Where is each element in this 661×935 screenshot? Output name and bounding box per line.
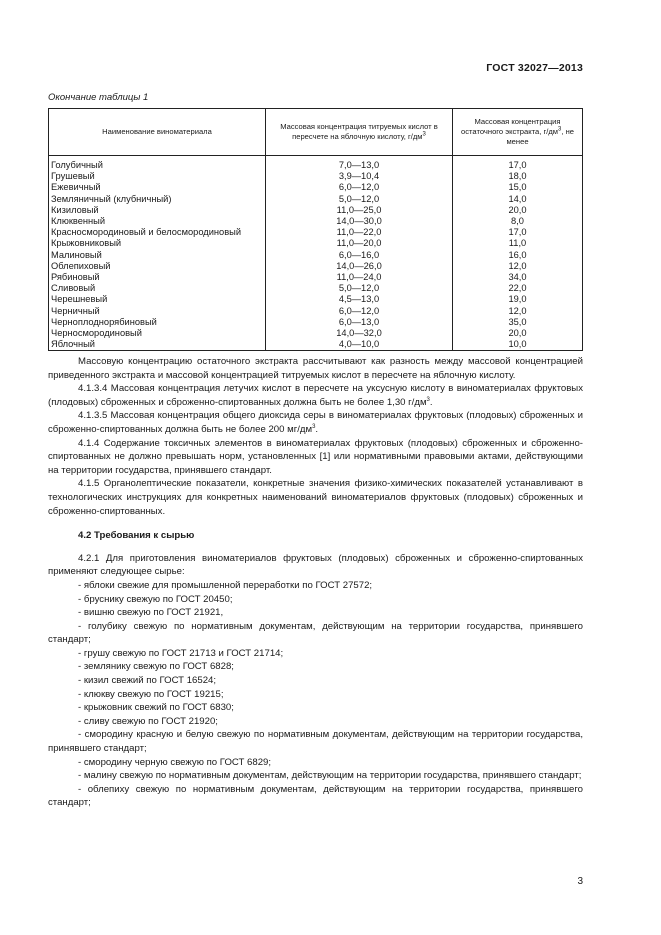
cell-extract-min: 19,0 [453,294,583,305]
list-item: - кизил свежий по ГОСТ 16524; [78,675,217,687]
cell-acid-range: 4,0—10,0 [266,339,453,351]
cell-acid-range: 6,0—12,0 [266,305,453,316]
table-row [49,216,583,227]
cell-wine-name: Сливовый [49,283,266,294]
cell-acid-range: 14,0—32,0 [266,328,453,339]
cell-wine-name: Черничный [49,305,266,316]
table-row [49,227,583,238]
cell-acid-range: 11,0—25,0 [266,205,453,216]
paragraph-4-1-3-5: 4.1.3.5 Массовая концентрация общего диоксида серы в виноматериалах фруктовых (плодовых) сброженных и сброженно-спиртованных должна быть не более 200 $мг/дм^3$. [48,410,583,435]
list-item: - сливу свежую по ГОСТ 21920; [78,715,218,727]
cell-wine-name: Яблочный [49,339,266,351]
raw-material-list [48,579,583,810]
table-row [49,294,583,305]
list-item: - грушу свежую по ГОСТ 21713 и ГОСТ 21714; [78,647,284,659]
cell-wine-name: Черешневый [49,294,266,305]
table-row [49,182,583,193]
paragraph-4-1-5: 4.1.5 Органолептические показатели, конкретные значения физико-химических показателей устанавливают в технологических инструкциях для конкретных наименований виноматериалов фруктовых (плодовых) сброженных и сброженно-спиртованных. [48,478,583,517]
cell-acid-range: 5,0—12,0 [266,194,453,205]
cell-wine-name: Крыжовниковый [49,238,266,249]
cell-extract-min: 17,0 [453,227,583,238]
table-caption: Окончание таблицы 1 [48,92,149,103]
table-row [49,261,583,272]
cell-extract-min: 35,0 [453,317,583,328]
list-item: - крыжовник свежий по ГОСТ 6830; [78,702,234,714]
cell-extract-min: 8,0 [453,216,583,227]
cell-wine-name: Малиновый [49,250,266,261]
list-item: - бруснику свежую по ГОСТ 20450; [78,593,233,605]
cell-wine-name: Голубичный [49,160,266,171]
cell-acid-range: 4,5—13,0 [266,294,453,305]
cell-extract-min: 20,0 [453,205,583,216]
cell-wine-name: Грушевый [49,171,266,182]
cell-extract-min: 20,0 [453,328,583,339]
table-row [49,205,583,216]
section-heading-4-2: 4.2 Требования к сырью [78,530,195,542]
cell-extract-min: 15,0 [453,182,583,193]
cell-wine-name: Черносмородиновый [49,328,266,339]
cell-acid-range: 6,0—16,0 [266,250,453,261]
column-header-name: Наименование виноматериала [49,109,266,156]
table-row [49,194,583,205]
list-item: - смородину черную свежую по ГОСТ 6829; [78,756,272,768]
cell-acid-range: 7,0—13,0 [266,160,453,171]
list-item: - вишню свежую по ГОСТ 21921, [78,607,224,619]
paragraph-4-1-3-4: 4.1.3.4 Массовая концентрация летучих кислот в пересчете на уксусную кислоту в виноматериалах фруктовых (плодовых) сброженных и сброженно-спиртованных должна быть не более 1,30 $г/дм^3$. [48,383,583,408]
cell-wine-name: Облепиховый [49,261,266,272]
cell-wine-name: Клюквенный [49,216,266,227]
document-code: ГОСТ 32027—2013 [486,62,583,74]
table-row [49,328,583,339]
paragraph-extract-calculation: Массовую концентрацию остаточного экстракта рассчитывают как разность между массовой концентрацией приведенного экстракта и массовой концентрацией титруемых кислот в пересчете на яблочную кислоту. [48,356,583,381]
cell-wine-name: Ежевичный [49,182,266,193]
cell-acid-range: 11,0—24,0 [266,272,453,283]
cell-extract-min: 12,0 [453,305,583,316]
cell-wine-name: Красносмородиновый и белосмородиновый [49,227,266,238]
cell-extract-min: 12,0 [453,261,583,272]
column-header-acids: Массовая концентрация титруемых кислот в пересчете на яблочную кислоту, $г/дм^3$ [266,109,453,156]
list-item: - голубику свежую по нормативным документам, действующим на территории государства, принявшего стандарт; [48,620,583,646]
list-item: - землянику свежую по ГОСТ 6828; [78,661,234,673]
cell-wine-name: Земляничный (клубничный) [49,194,266,205]
cell-acid-range: 6,0—13,0 [266,317,453,328]
cell-extract-min: 10,0 [453,339,583,351]
cell-extract-min: 34,0 [453,272,583,283]
paragraph-4-2-1: 4.2.1 Для приготовления виноматериалов фруктовых (плодовых) сброженных и сброженно-спиртованных применяют следующее сырье: [48,552,583,578]
cell-acid-range: 5,0—12,0 [266,283,453,294]
table-body [49,156,583,351]
cell-acid-range: 6,0—12,0 [266,182,453,193]
table-row [49,317,583,328]
cell-wine-name: Кизиловый [49,205,266,216]
list-item: - малину свежую по нормативным документам, действующим на территории государства, принявшего стандарт; [78,770,582,782]
list-item: - яблоки свежие для промышленной переработки по ГОСТ 27572; [78,579,373,591]
paragraph-4-1-4: 4.1.4 Содержание токсичных элементов в виноматериалах фруктовых (плодовых) сброженных и сброженно-спиртованных не должно превышать норм, установленных [1] или нормативными правовыми актами, действующими на территории государства, принявшего стандарт. [48,437,583,476]
cell-extract-min: 16,0 [453,250,583,261]
body-text [48,355,583,810]
column-header-extract: Массовая концентрация остаточного экстракта, $г/дм^3$, не менее [453,109,583,156]
table-row [49,272,583,283]
table-row [49,283,583,294]
cell-extract-min: 22,0 [453,283,583,294]
table-row [49,160,583,171]
cell-extract-min: 14,0 [453,194,583,205]
cell-wine-name: Рябиновый [49,272,266,283]
table-row [49,305,583,316]
table-row [49,238,583,249]
cell-acid-range: 3,9—10,4 [266,171,453,182]
list-item: - клюкву свежую по ГОСТ 19215; [78,688,224,700]
cell-extract-min: 17,0 [453,160,583,171]
cell-wine-name: Черноплоднорябиновый [49,317,266,328]
cell-acid-range: 14,0—26,0 [266,261,453,272]
table-header-row [49,109,583,156]
cell-extract-min: 11,0 [453,238,583,249]
cell-acid-range: 11,0—20,0 [266,238,453,249]
list-item: - облепиху свежую по нормативным документам, действующим на территории государства, принявшего стандарт; [48,783,583,809]
table-row [49,171,583,182]
cell-extract-min: 18,0 [453,171,583,182]
page-number: 3 [577,876,583,887]
cell-acid-range: 14,0—30,0 [266,216,453,227]
table-row [49,339,583,351]
list-item: - смородину красную и белую свежую по нормативным документам, действующим на территории государства, принявшего стандарт; [48,729,583,755]
cell-acid-range: 11,0—22,0 [266,227,453,238]
table-row [49,250,583,261]
wine-material-table [48,108,583,351]
